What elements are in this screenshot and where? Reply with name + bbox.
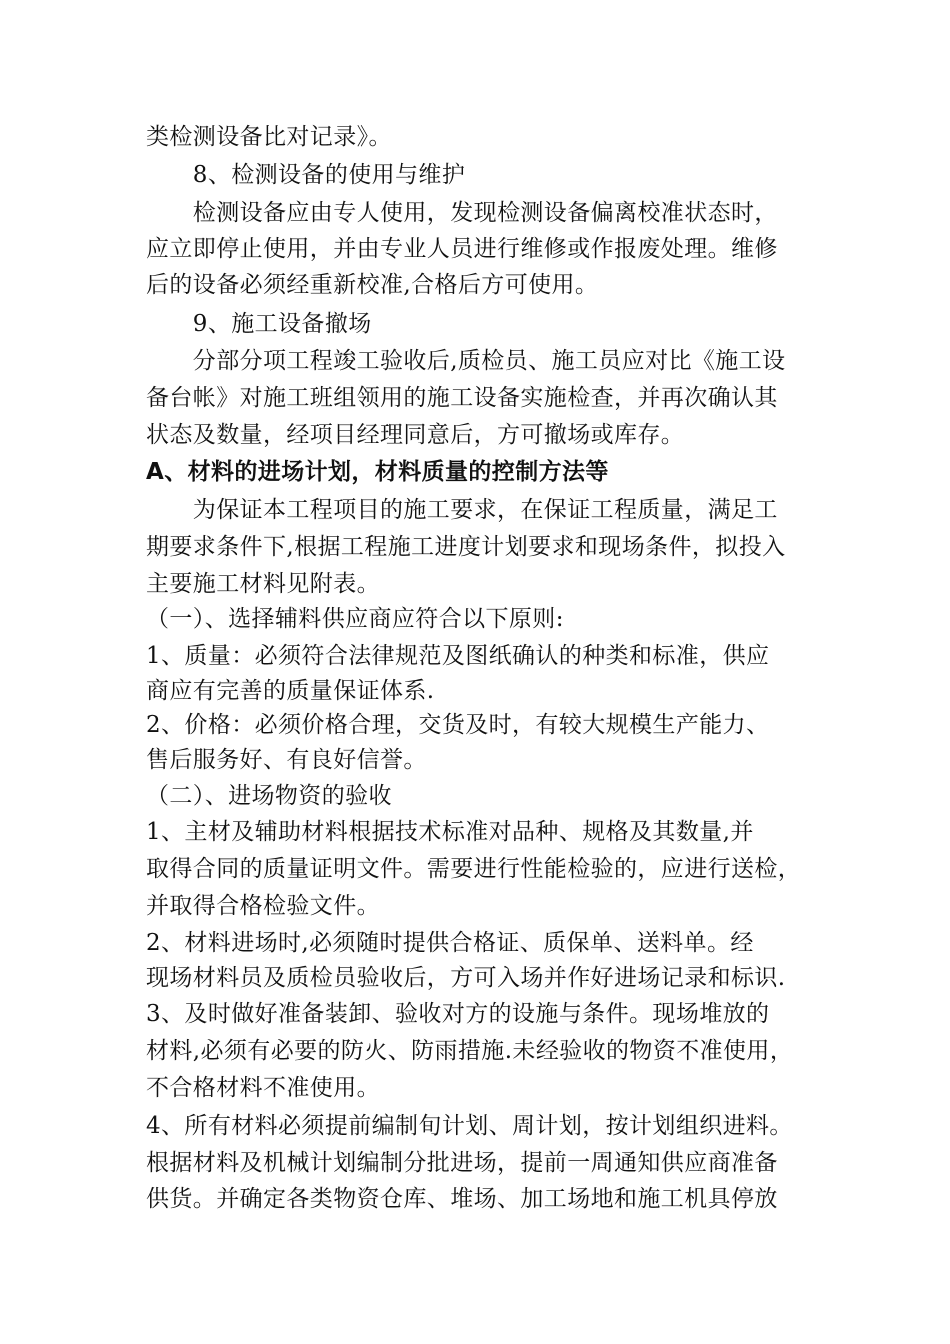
text-line: 分部分项工程竣工验收后,质检员、施工员应对比《施工设	[146, 348, 786, 374]
subsection-heading: （一）、选择辅料供应商应符合以下原则:	[146, 606, 564, 632]
text-line: 1、主材及辅助材料根据技术标准对品种、规格及其数量,并	[146, 819, 754, 845]
text-line: 3、及时做好准备装卸、验收对方的设施与条件。现场堆放的	[146, 1001, 770, 1027]
text-line: 1、质量：必须符合法律规范及图纸确认的种类和标准，供应	[146, 643, 770, 669]
text-line: 备台帐》对施工班组领用的施工设备实施检查，并再次确认其	[146, 385, 778, 411]
text-line: 售后服务好、有良好信誉。	[146, 747, 427, 773]
text-line: 为保证本工程项目的施工要求，在保证工程质量，满足工	[146, 497, 778, 523]
text-line: 2、材料进场时,必须随时提供合格证、质保单、送料单。经	[146, 930, 754, 956]
text-line: 取得合同的质量证明文件。需要进行性能检验的，应进行送检，	[146, 856, 802, 882]
text-line: 根据材料及机械计划编制分批进场，提前一周通知供应商准备	[146, 1150, 778, 1176]
text-line: 不合格材料不准使用。	[146, 1075, 380, 1101]
section-heading: 8、检测设备的使用与维护	[146, 162, 466, 188]
text-line: 供货。并确定各类物资仓库、堆场、加工场地和施工机具停放	[146, 1186, 778, 1212]
text-line: 后的设备必须经重新校准,合格后方可使用。	[146, 272, 599, 298]
text-line: 主要施工材料见附表。	[146, 571, 380, 597]
text-line: 期要求条件下,根据工程施工进度计划要求和现场条件，拟投入	[146, 534, 786, 560]
section-heading: 9、施工设备撤场	[146, 311, 372, 337]
text-line: 检测设备应由专人使用，发现检测设备偏离校准状态时，	[146, 200, 778, 226]
text-line: 现场材料员及质检员验收后，方可入场并作好进场记录和标识.	[146, 965, 786, 991]
text-line: 商应有完善的质量保证体系.	[146, 678, 435, 704]
text-line: 4、所有材料必须提前编制旬计划、周计划，按计划组织进料。	[146, 1113, 793, 1139]
text-line: 应立即停止使用，并由专业人员进行维修或作报废处理。维修	[146, 236, 778, 262]
text-line: 状态及数量，经项目经理同意后，方可撤场或库存。	[146, 422, 685, 448]
text-line: 并取得合格检验文件。	[146, 893, 380, 919]
text-line: 类检测设备比对记录》。	[146, 124, 392, 150]
bold-heading: A、材料的进场计划，材料质量的控制方法等	[146, 459, 609, 485]
text-line: 材料,必须有必要的防火、防雨措施.未经验收的物资不准使用，	[146, 1038, 794, 1064]
subsection-heading: （二）、进场物资的验收	[146, 783, 392, 809]
text-line: 2、价格：必须价格合理，交货及时，有较大规模生产能力、	[146, 712, 770, 738]
